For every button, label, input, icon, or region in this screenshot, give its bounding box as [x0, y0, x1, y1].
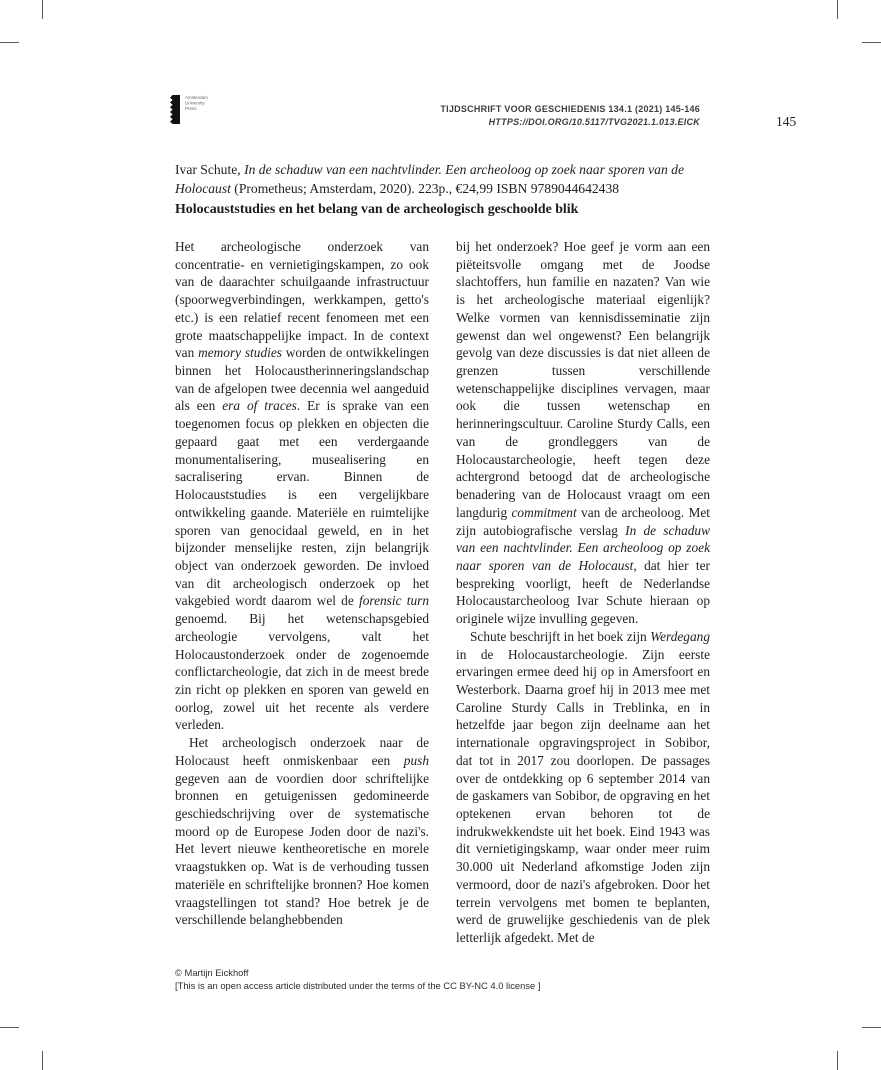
page-number: 145: [776, 114, 797, 129]
crop-mark-top-left-vertical: [42, 0, 43, 19]
aup-logo-icon: [170, 95, 180, 129]
crop-mark-top-right-vertical: [837, 0, 838, 19]
crop-mark-bottom-right-horizontal: [862, 1027, 881, 1028]
crop-mark-top-right-horizontal: [862, 42, 881, 43]
article-body: [175, 238, 711, 947]
body-paragraph: bij het onderzoek? Hoe geef je vorm aan een piëteitsvolle omgang met de Joodse slachtoffers, hun familie en nazaten? Van wie is het archeologische materiaal eigenlijk? Welke vormen van kennisdisseminatie zijn gewenst dan wel ongewenst? Een belangrijk gevolg van deze discussies is dat niet alleen de grenzen tussen verschillende wetenschappelijke disciplines vervagen, maar ook die tussen wetenschap en herinneringscultuur. Caroline Sturdy Calls, een van de grondleggers van de Holocaustarcheologie, heeft tegen deze achtergrond betoogd dat de archeologische benadering van de Holocaust vraagt om een langdurig commitment van de archeoloog. Met zijn autobiografische verslag In de schaduw van een nachtvlinder. Een archeoloog op zoek naar sporen van de Holocaust, dat hier ter bespreking voorligt, heeft de Nederlandse Holocaustarcheoloog Ivar Schute hieraan op originele wijze invulling gegeven.: [456, 239, 710, 627]
crop-mark-bottom-right-vertical: [837, 1051, 838, 1070]
publisher-logo: [170, 95, 229, 129]
journal-header: [440, 103, 700, 128]
book-citation: Ivar Schute, In de schaduw van een nachtvlinder. Een archeoloog op zoek naar sporen van de Holocaust (Prometheus; Amsterdam, 2020). 223p., €24,99 ISBN 9789044642438: [175, 161, 685, 196]
body-paragraph: Het archeologische onderzoek van concentratie- en vernietigingskampen, zo ook van de daarachter schuilgaande infrastructuur (spoorwegverbindingen, werkkampen, getto's etc.) is een relatief recent fenomeen met een grote maatschappelijke impact. In de context van memory studies worden de ontwikkelingen binnen het Holocaustherinneringslandschap van de afgelopen twee decennia wel aangeduid als een era of traces. Er is sprake van een toegenomen focus op plekken en objecten die gepaard gaat met een verdergaande monumentalisering, musealisering en sacralisering ervan. Binnen de Holocauststudies is een vergelijkbare ontwikkeling gaande. Materiële en ruimtelijke sporen van genocidaal geweld, en in het bijzonder menselijke resten, zijn belangrijk object van onderzoek geworden. De invloed van dit archeologisch onderzoek op het vakgebied wordt daarom wel de forensic turn genoemd. Bij het wetenschapsgebied archeologie vervolgens, valt het Holocaustonderzoek onder de zogenoemde conflictarcheologie, dat zich in de meest brede zin richt op plekken en sporen van geweld en oorlog, zowel uit het recente als verdere verleden.: [175, 239, 429, 733]
review-title: Holocauststudies en het belang van de archeologisch geschoolde blik: [175, 202, 579, 217]
crop-mark-top-left-horizontal: [0, 42, 19, 43]
left-column: [175, 238, 429, 947]
license-notice: [This is an open access article distributed under the terms of the CC BY-NC 4.0 license ]: [175, 980, 541, 992]
right-column: [456, 238, 710, 947]
body-paragraph: Schute beschrijft in het boek zijn Werdegang in de Holocaustarcheologie. Zijn eerste ervaringen ermee deed hij op in Amersfoort en Westerbork. Daarna groef hij in 2013 mee met Caroline Sturdy Calls in Treblinka, en in hetzelfde jaar begon zijn deelname aan het internationale opgravingsproject in Sobibor, dat tot in 2017 zou doorlopen. De passages over de ontdekking op 6 september 2014 van de gaskamers van Sobibor, de opgraving en het optekenen ervan behoren tot de indrukwekkendste uit het boek. Eind 1943 was dit vernietigingskamp, waar onder meer ruim 30.000 uit Nederland afkomstige Joden zijn vermoord, door de nazi's afgebroken. Door het terrein vervolgens met bomen te beplanten, werd de gruwelijke geschiedenis van de plek letterlijk afgedekt. Met de: [456, 628, 710, 946]
publisher-logo-text: Amsterdam University Press: [185, 95, 208, 112]
crop-mark-bottom-left-vertical: [42, 1051, 43, 1070]
crop-mark-bottom-left-horizontal: [0, 1027, 19, 1028]
body-paragraph: Het archeologisch onderzoek naar de Holocaust heeft onmiskenbaar een push gegeven aan de voordien door schriftelijke bronnen en getuigenissen gedomineerde geschiedschrijving over de systematische moord op de Europese Joden door de nazi's. Het levert nieuwe kentheoretische en morele vraagstukken op. Wat is de verhouding tussen materiële en schriftelijke bronnen? Hoe komen vraagstellingen tot stand? Hoe betrek je de verschillende belanghebbenden: [175, 735, 429, 928]
copyright-notice: © Martijn Eickhoff: [175, 967, 249, 978]
journal-title-issue: TIJDSCHRIFT VOOR GESCHIEDENIS 134.1 (2021) 145-146: [440, 104, 700, 114]
doi-link[interactable]: HTTPS://DOI.ORG/10.5117/TVG2021.1.013.EICK: [488, 116, 700, 127]
article-footer: [175, 966, 540, 992]
